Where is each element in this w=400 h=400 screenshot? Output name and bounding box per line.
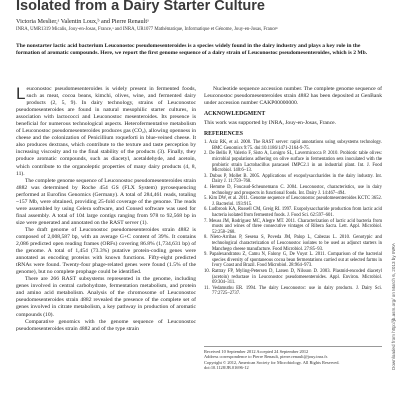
paragraph-intro [16,86,196,178]
paragraph-subsystems: There are 266 RAST subsystems represented in the genome, including genes involved in central carbohydrate, fermentation metabolism, and protein and amino acid metabolism. Analysis of the chromosome of Leuconostoc pseudomesenteroides strain 4882 revealed the presence of the complete set of genes involved in citrate metabolism, a key pathway in production of aromatic compounds (10). [16,276,196,318]
reference-item: 10. Rattray FP, Myling-Petersen D, Larsen D, Nilsson D. 2003. Plasmid-encoded diacetyl (acetoin) reductase in Leuconostoc pseudomesenteroides. Appl. Environ. Microbiol. 69:304–311. [204,268,382,286]
ack-text: This work was supported by INRA, Jouy-en-Josas, France. [204,120,337,127]
references-heading: REFERENCES [204,131,243,138]
reference-item: 9. Papalexandratou Z, Camu N, Falony G, De Vuyst L. 2011. Comparison of the bacterial species diversity of spontaneous cocoa bean fermentations carried out at selected farms in Ivory Coast and Brazil. Food Microbiol. 28:964–973. [204,252,382,269]
affiliations: INRA, UMR1319 Micalis, Jouy-en-Josas, France,ᵃ and INRA, UR1077 Mathématique, Informatique et Génome, Jouy-en-Josas, Franceᵇ [16,27,278,32]
download-banner: Downloaded from http://jb.asm.org/ on March 6, 2013 by INRA [391,243,396,370]
reference-item: 7. Meuss JM, Rodriguez MC, Alegre MT. 2011. Characterization of lactic acid bacteria from musts and wines of three consecutive vintages of Ribera Sacra. Lett. Appl. Microbiol. 52:258–268. [204,218,382,235]
ack-heading: ACKNOWLEDGMENT [204,111,266,118]
reference-item: 2. De Bellis P, Valerio F, Sisto A, Lonigro SL, Lavermicocca P. 2010. Probiotic table olives: microbial populations adhering on olive surface in fermentation sets inoculated with the probiotic strain Lactobacillus paracasei IMPC2.1 in an industrial plant. Int. J. Food Microbiol. 140:6–13. [204,151,382,174]
paragraph-comparative: Comparative genomics with the genome sequence of Leuconostoc pseudomesenteroides strain 4882 and of the type strain [16,318,196,332]
reference-item: 4. Hemme D, Foucaud-Scheunemann C. 2004. Leuconostoc, characteristics, use in dairy technology and prospects in functional foods. Int. Dairy J. 14:467–494. [204,185,382,196]
abstract: The nonstarter lactic acid bacterium Leuconostoc pseudomesenteroides is a species widely found in the dairy industry and plays a key role in the formation of aromatic compounds. Here, we report the first genome sequence of a dairy strain of Leuconostoc pseudomesenteroides, which is 2 Mb. [16,43,368,57]
paragraph-draft-genome: The draft genome of Leuconostoc pseudomesenteroides strain 4882 is composed of 2,008,587 bp, with an average G+C content of 39%. It contains 2,086 predicted open reading frames (ORFs) covering 86.8% (1,734,631 bp) of the genome. A total of 1,454 (73.3%) putative protein-coding genes were annotated as encoding proteins with known functions. Fifty-eight predicted tRNAs were found. Twenty-four phage-related genes were found (1.5% of the genome), but no complete prophage could be identified. [16,226,196,276]
accession-paragraph: Nucleotide sequence accession number. The complete genome sequence of Leuconostoc pseudomesenteroides strain 4882 has been deposited at GenBank under accession number CAKP00000000. [204,86,382,107]
drop-cap: L [16,84,26,103]
reference-item: 5. Kim DW, et al. 2011. Genome sequence of Leuconostoc pseudomesenteroides KCTC 3652. J. Bacteriol. 193:915. [204,196,382,207]
author-list: Victoria Meslier,ᵃ Valentin Loux,ᵇ and Pierre Renaultᵃ [16,18,149,25]
doi-label: doi:10.1128/JB.01696-12 [204,365,249,371]
reference-item: 6. Ludbrook KA, Russell CM, Greig RI. 1997. Exopolysaccharide production from lactic acid bacteria isolated from fermented foods. J. Food Sci. 62:597–601. [204,207,382,218]
correspondence-address: Address correspondence to Pierre Renault, pierre.renault@jouy.inra.fr. [204,354,328,360]
reference-item: 8. Nieto-Arribas P, Sesena S, Poveda JM, Palop L, Cabezas L. 2010. Genotypic and technological characterization of Leuconostoc isolates to be used as adjunct starters in Manchego cheese manufacture. Food Microbiol. 27:85–93. [204,235,382,252]
paragraph-sequencing: The complete genome sequence of Leuconostoc pseudomesenteroides strain 4882 was determined by Roche 454 GS (FLX System) pyrosequencing performed at Eurofins Genomics (Germany). A total of 284,461 reads, totaling ~157 Mb, were obtained, providing 25-fold coverage of the genome. The reads were assembled by using Celera software, and Consed software was used for final assembly. A total of 104 large contigs ranging from 978 to 92,568 bp in size were generated and annotated on the RAST server (1). [16,177,196,226]
left-column [16,86,196,333]
received-dates: Received 10 September 2012 Accepted 24 September 2012 [204,349,309,354]
reference-list [204,140,382,297]
reference-item: 3. Dubus P, Mollet B. 2005. Applications of exopolysaccharides in the dairy industry. Int. Dairy J. 11:759–768. [204,173,382,185]
reference-item: 1. Aziz RK, et al. 2008. The RAST server: rapid annotations using subsystems technology. BMC Genomics 9:75. doi:10.1186/1471-2164-9-75. [204,140,382,151]
article-info-box [204,346,382,371]
article-title: Isolated from a Dairy Starter Culture [16,0,265,14]
copyright-notice: Copyright © 2012, American Society for Microbiology. All Rights Reserved. [204,359,340,365]
reference-item: 11. Vedamuthu ER. 1994. The dairy Leuconostoc: use in dairy products. J. Dairy Sci. 77:2725–2737. [204,285,382,297]
paragraph-intro-text: euconostoc pseudomesenteroides is widely present in fermented foods, such as meat, cocoa beans, kimchi, olives, wine, and fermented dairy products (2, 5, 9). In dairy technology, strains of Leuconostoc pseudomesenteroides are found in natural mesophilic starter cultures, in association with lactococci and Leuconostoc mesenteroides. Its presence is beneficial for numerous technological aspects. Heterofermentative metabolism of Leuconostoc pseudomesenteroides produces gas (CO₂), allowing openness in cheese and the colonization of Penicillium roqueforti in blue-veined cheese. It also produces dextrans, which contribute to the texture and taste perception by increasing viscosity and to the final stability of the products (3). Finally, they produce aromatic compounds, such as diacetyl, acetaldehyde, and acetoin, which contribute to the organoleptic properties of many dairy products (4, 8, 11). [16,86,196,177]
right-column [204,86,382,297]
